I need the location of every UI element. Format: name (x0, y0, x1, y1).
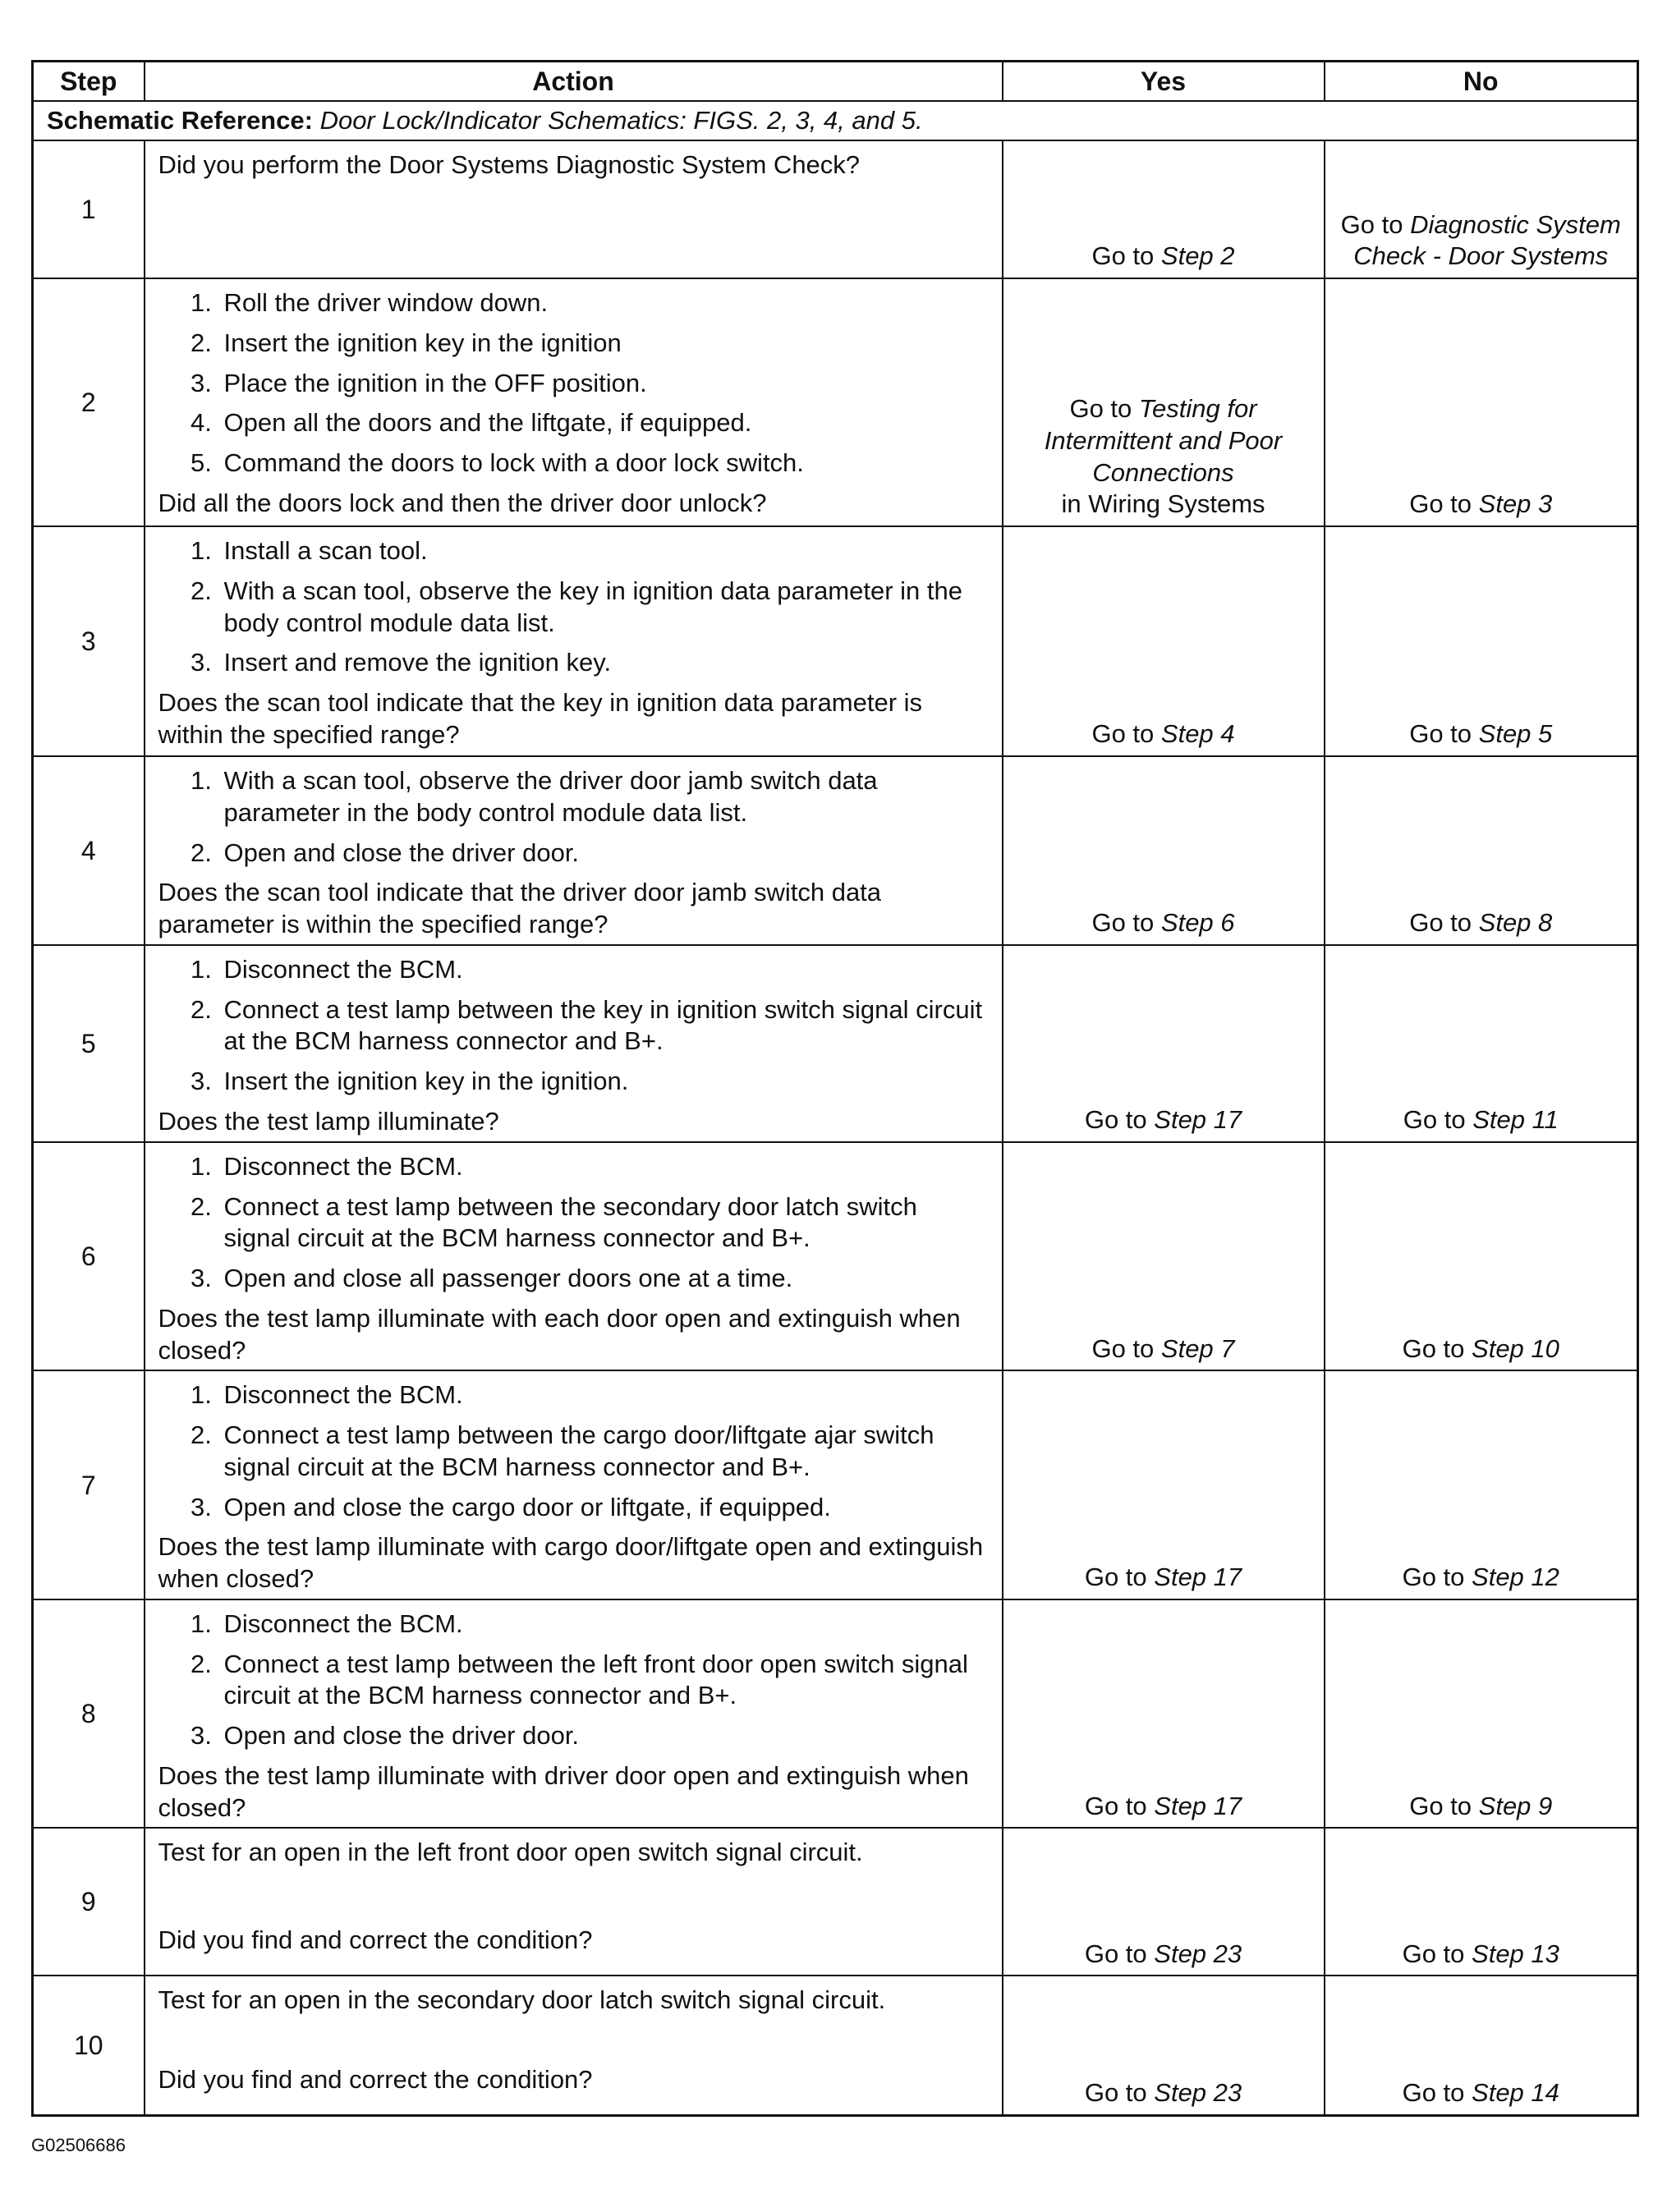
action-step-item: 2. Connect a test lamp between the cargo door/liftgate ajar switch signal circuit at the BCM harness connector and B+. (219, 1420, 990, 1484)
goto-text: Go to (1091, 908, 1155, 937)
action-step-item: 3. Insert the ignition key in the ignition. (219, 1066, 990, 1098)
goto-text: Go to (1084, 1791, 1147, 1820)
yes-outcome (1003, 1828, 1325, 1976)
yes-outcome (1003, 945, 1325, 1142)
action-steps-list (158, 535, 990, 679)
action-step-item: 1. Install a scan tool. (219, 535, 990, 567)
action-lead: Did you perform the Door Systems Diagnostic System Check? (158, 150, 861, 179)
action-lead: Test for an open in the left front door open switch signal circuit. (158, 1838, 863, 1867)
yes-outcome (1003, 140, 1325, 278)
action-steps-list (158, 287, 990, 480)
goto-text: Go to (1403, 1105, 1466, 1134)
goto-reference: Step 7 (1160, 1333, 1235, 1363)
goto-reference: Step 17 (1154, 1791, 1242, 1820)
goto-reference: Step 9 (1478, 1791, 1553, 1820)
step-action (145, 1828, 1003, 1976)
action-step-item: 1. Roll the driver window down. (219, 287, 990, 319)
action-step-item: 2. Insert the ignition key in the ignition (219, 328, 990, 360)
table-row (33, 140, 1638, 278)
no-outcome (1325, 945, 1638, 1142)
goto-reference: Step 13 (1472, 1939, 1559, 1968)
yes-outcome (1003, 756, 1325, 945)
action-step-item: 2. Connect a test lamp between the key in ignition switch signal circuit at the BCM harness connector and B+. (219, 994, 990, 1058)
goto-reference: Step 10 (1472, 1333, 1559, 1363)
action-lead: Test for an open in the secondary door latch switch signal circuit. (158, 1985, 886, 2015)
step-number: 10 (33, 1976, 145, 2115)
action-steps-list (158, 1379, 990, 1523)
action-steps-list (158, 1151, 990, 1295)
action-question: Does the scan tool indicate that the key in ignition data parameter is within the specified range? (158, 688, 923, 749)
figure-id: G02506686 (31, 2135, 126, 2155)
step-action (145, 1599, 1003, 1829)
goto-text: Go to (1084, 1105, 1147, 1134)
goto-text: Go to (1069, 394, 1132, 423)
no-outcome (1325, 140, 1638, 278)
action-step-item: 2. Connect a test lamp between the left front door open switch signal circuit at the BCM harness connector and B+. (219, 1649, 990, 1713)
goto-reference: Step 2 (1160, 241, 1235, 271)
goto-text: Go to (1084, 1939, 1147, 1968)
step-number: 7 (33, 1370, 145, 1599)
table-row (33, 1142, 1638, 1371)
yes-outcome (1003, 278, 1325, 526)
goto-text: Go to (1402, 1939, 1465, 1968)
table-row (33, 1976, 1638, 2115)
goto-suffix: in Wiring Systems (1061, 489, 1265, 519)
action-step-item: 4. Open all the doors and the liftgate, if equipped. (219, 407, 990, 439)
table-row (33, 1370, 1638, 1599)
action-step-item: 3. Open and close the cargo door or liftgate, if equipped. (219, 1492, 990, 1524)
goto-text: Go to (1084, 2078, 1147, 2107)
goto-text: Go to (1402, 2078, 1465, 2107)
no-outcome (1325, 1370, 1638, 1599)
goto-text: Go to (1340, 209, 1403, 239)
action-question: Does the test lamp illuminate with driver door open and extinguish when closed? (158, 1760, 969, 1822)
step-number: 9 (33, 1828, 145, 1976)
step-number: 2 (33, 278, 145, 526)
action-step-item: 1. Disconnect the BCM. (219, 1609, 990, 1641)
table-header-row (33, 62, 1638, 102)
goto-text: Go to (1084, 1563, 1147, 1591)
table-row (33, 1828, 1638, 1976)
step-action (145, 278, 1003, 526)
no-outcome (1325, 1142, 1638, 1371)
step-action (145, 756, 1003, 945)
action-step-item: 1. Disconnect the BCM. (219, 954, 990, 986)
step-action (145, 140, 1003, 278)
goto-reference: Step 11 (1472, 1105, 1559, 1134)
step-number: 1 (33, 140, 145, 278)
goto-reference: Testing for Intermittent and Poor Connections (1044, 394, 1283, 487)
table-row (33, 945, 1638, 1142)
table-row (33, 526, 1638, 756)
goto-reference: Step 23 (1154, 2078, 1242, 2107)
goto-reference: Step 3 (1478, 489, 1553, 519)
table-row (33, 278, 1638, 526)
header-no: No (1325, 62, 1638, 102)
goto-reference: Step 14 (1472, 2078, 1559, 2107)
header-yes: Yes (1003, 62, 1325, 102)
table-row (33, 1599, 1638, 1829)
action-step-item: 3. Open and close all passenger doors one at a time. (219, 1263, 990, 1295)
goto-reference: Step 17 (1154, 1105, 1242, 1134)
action-steps-list (158, 954, 990, 1098)
action-steps-list (158, 765, 990, 869)
step-action (145, 1370, 1003, 1599)
goto-reference: Step 5 (1478, 719, 1553, 749)
goto-reference: Step 23 (1154, 1939, 1242, 1968)
no-outcome (1325, 278, 1638, 526)
step-action (145, 1976, 1003, 2115)
action-step-item: 2. With a scan tool, observe the key in ignition data parameter in the body control module data list. (219, 576, 990, 640)
header-step: Step (33, 62, 145, 102)
goto-text: Go to (1091, 241, 1155, 271)
goto-text: Go to (1402, 1333, 1465, 1363)
goto-reference: Diagnostic System Check - Door Systems (1353, 209, 1621, 271)
action-question: Did all the doors lock and then the driver door unlock? (158, 488, 767, 517)
step-number: 5 (33, 945, 145, 1142)
goto-text: Go to (1409, 908, 1472, 937)
action-question: Does the test lamp illuminate with each door open and extinguish when closed? (158, 1303, 961, 1365)
schematic-reference-row (33, 101, 1638, 140)
action-question: Did you find and correct the condition? (158, 1925, 593, 1954)
header-action: Action (145, 62, 1003, 102)
action-step-item: 3. Place the ignition in the OFF position. (219, 368, 990, 400)
yes-outcome (1003, 1976, 1325, 2115)
step-number: 6 (33, 1142, 145, 1371)
step-action (145, 526, 1003, 756)
step-number: 3 (33, 526, 145, 756)
step-number: 8 (33, 1599, 145, 1829)
yes-outcome (1003, 1370, 1325, 1599)
schematic-text: Door Lock/Indicator Schematics: FIGS. 2, 3, 4, and 5. (319, 105, 923, 135)
goto-text: Go to (1091, 1333, 1155, 1363)
goto-reference: Step 17 (1154, 1563, 1242, 1591)
yes-outcome (1003, 1142, 1325, 1371)
action-step-item: 2. Connect a test lamp between the secondary door latch switch signal circuit at the BCM harness connector and B+. (219, 1191, 990, 1255)
action-question: Does the test lamp illuminate? (158, 1106, 499, 1136)
action-steps-list (158, 1609, 990, 1752)
action-step-item: 5. Command the doors to lock with a door lock switch. (219, 447, 990, 480)
diagnostic-table (31, 60, 1639, 2117)
goto-text: Go to (1409, 1791, 1472, 1820)
step-action (145, 1142, 1003, 1371)
goto-reference: Step 8 (1478, 908, 1553, 937)
yes-outcome (1003, 526, 1325, 756)
goto-reference: Step 4 (1160, 719, 1235, 749)
action-step-item: 2. Open and close the driver door. (219, 838, 990, 870)
goto-text: Go to (1409, 489, 1472, 519)
step-action (145, 945, 1003, 1142)
goto-text: Go to (1409, 719, 1472, 749)
goto-reference: Step 12 (1472, 1563, 1559, 1591)
action-question: Did you find and correct the condition? (158, 2065, 593, 2094)
no-outcome (1325, 756, 1638, 945)
schematic-label: Schematic Reference: (47, 105, 313, 135)
no-outcome (1325, 1976, 1638, 2115)
table-row (33, 756, 1638, 945)
action-step-item: 3. Open and close the driver door. (219, 1720, 990, 1752)
no-outcome (1325, 1599, 1638, 1829)
goto-reference: Step 6 (1160, 908, 1235, 937)
action-step-item: 1. Disconnect the BCM. (219, 1379, 990, 1411)
step-number: 4 (33, 756, 145, 945)
no-outcome (1325, 1828, 1638, 1976)
action-step-item: 1. Disconnect the BCM. (219, 1151, 990, 1183)
schematic-reference (33, 101, 1638, 140)
action-step-item: 1. With a scan tool, observe the driver door jamb switch data parameter in the body control module data list. (219, 765, 990, 829)
no-outcome (1325, 526, 1638, 756)
yes-outcome (1003, 1599, 1325, 1829)
action-question: Does the test lamp illuminate with cargo door/liftgate open and extinguish when closed? (158, 1532, 984, 1593)
goto-text: Go to (1091, 719, 1155, 749)
goto-text: Go to (1402, 1563, 1465, 1591)
action-step-item: 3. Insert and remove the ignition key. (219, 647, 990, 679)
action-question: Does the scan tool indicate that the driver door jamb switch data parameter is within the specified range? (158, 878, 882, 938)
